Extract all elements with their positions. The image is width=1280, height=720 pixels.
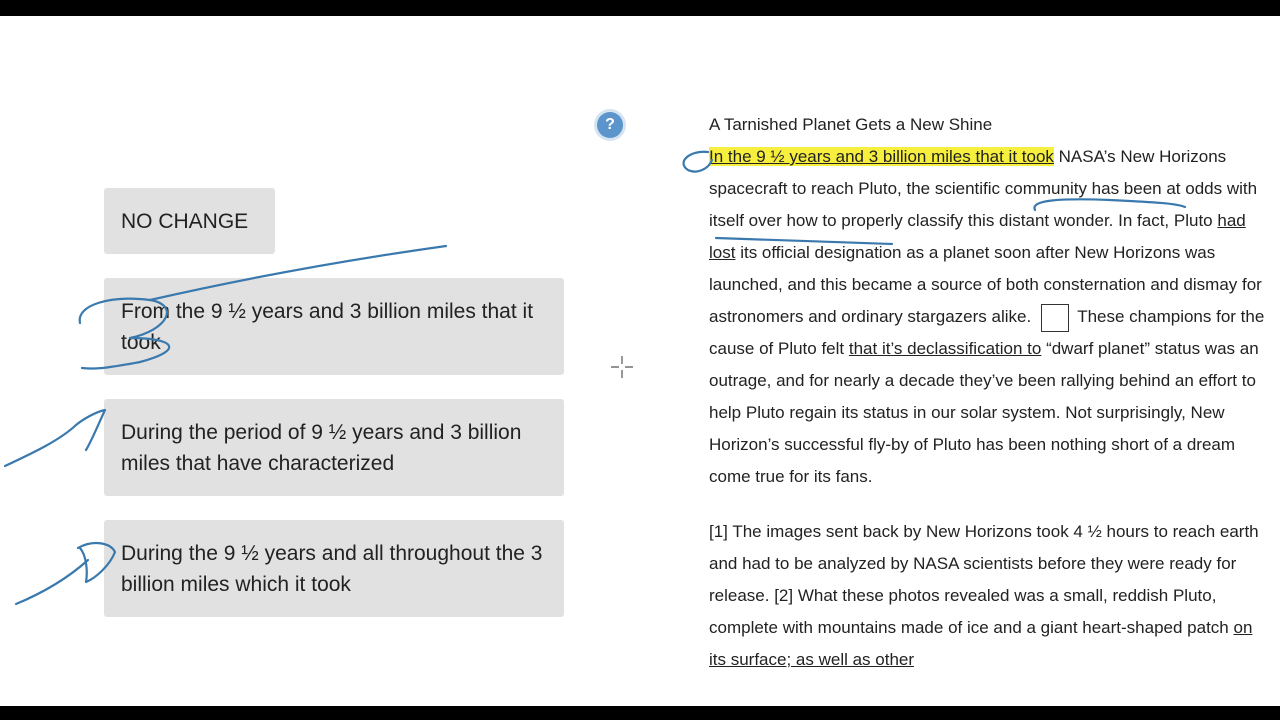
bottom-letterbox-bar bbox=[0, 706, 1280, 720]
underlined-phrase-had-lost[interactable]: had lost bbox=[709, 211, 1246, 262]
passage-title: A Tarnished Planet Gets a New Shine bbox=[709, 115, 993, 134]
answer-choice-b-label: From the 9 ½ years and 3 billion miles that it took bbox=[121, 299, 534, 354]
help-question-mark: ? bbox=[605, 116, 615, 133]
answer-choice-c-label: During the period of 9 ½ years and 3 billion miles that have characterized bbox=[121, 420, 522, 475]
answer-choice-d-label: During the 9 ½ years and all throughout the 3 billion miles which it took bbox=[121, 541, 543, 596]
highlighted-underlined-phrase[interactable]: In the 9 ½ years and 3 billion miles that it took bbox=[709, 147, 1054, 166]
ink-mark-passage-start bbox=[684, 152, 712, 172]
answer-choice-a-label: NO CHANGE bbox=[121, 209, 249, 233]
answer-choice-c[interactable] bbox=[104, 399, 564, 496]
crosshair-cursor-icon bbox=[610, 355, 634, 379]
help-question-icon[interactable] bbox=[597, 112, 623, 138]
answer-choice-a[interactable] bbox=[104, 188, 275, 254]
reading-passage bbox=[709, 109, 1269, 676]
sentence-insertion-box[interactable] bbox=[1041, 304, 1069, 332]
passage-paragraph-2 bbox=[709, 516, 1269, 676]
passage-text: its official designation as a planet soon after New Horizons was launched, and this became a source of both consternation and dismay for astronomers and ordinary stargazers alike. bbox=[709, 243, 1262, 326]
passage-text: [1] The images sent back by New Horizons took 4 ½ hours to reach earth and had to be analyzed by NASA scientists before they were ready for release. [2] What these photos revealed was a small, reddish Pluto, complete with mountains made of ice and a giant heart-shaped patch bbox=[709, 522, 1259, 637]
underlined-phrase-declassification[interactable]: that it’s declassification to bbox=[848, 339, 1042, 358]
passage-paragraph-1 bbox=[709, 141, 1269, 493]
passage-text: These champions for the cause of Pluto felt bbox=[709, 307, 1265, 358]
answer-choice-d[interactable] bbox=[104, 520, 564, 617]
underlined-phrase-on-its-surface[interactable]: on its surface; as well as other bbox=[709, 618, 1253, 669]
ink-mark-choice-c bbox=[5, 410, 105, 466]
top-letterbox-bar bbox=[0, 0, 1280, 16]
ink-mark-choice-d bbox=[16, 543, 115, 604]
answer-choice-b[interactable] bbox=[104, 278, 564, 375]
passage-text: “dwarf planet” status was an outrage, and for nearly a decade they’ve been rallying behind an effort to help Pluto regain its status in our solar system. Not surprisingly, New Horizon’s successful fly-by of Pluto has been nothing short of a dream come true for its fans. bbox=[709, 339, 1259, 486]
passage-text: NASA’s New Horizons spacecraft to reach Pluto, the scientific community has been at odds with itself over how to properly classify this distant wonder. In fact, Pluto bbox=[709, 147, 1258, 230]
